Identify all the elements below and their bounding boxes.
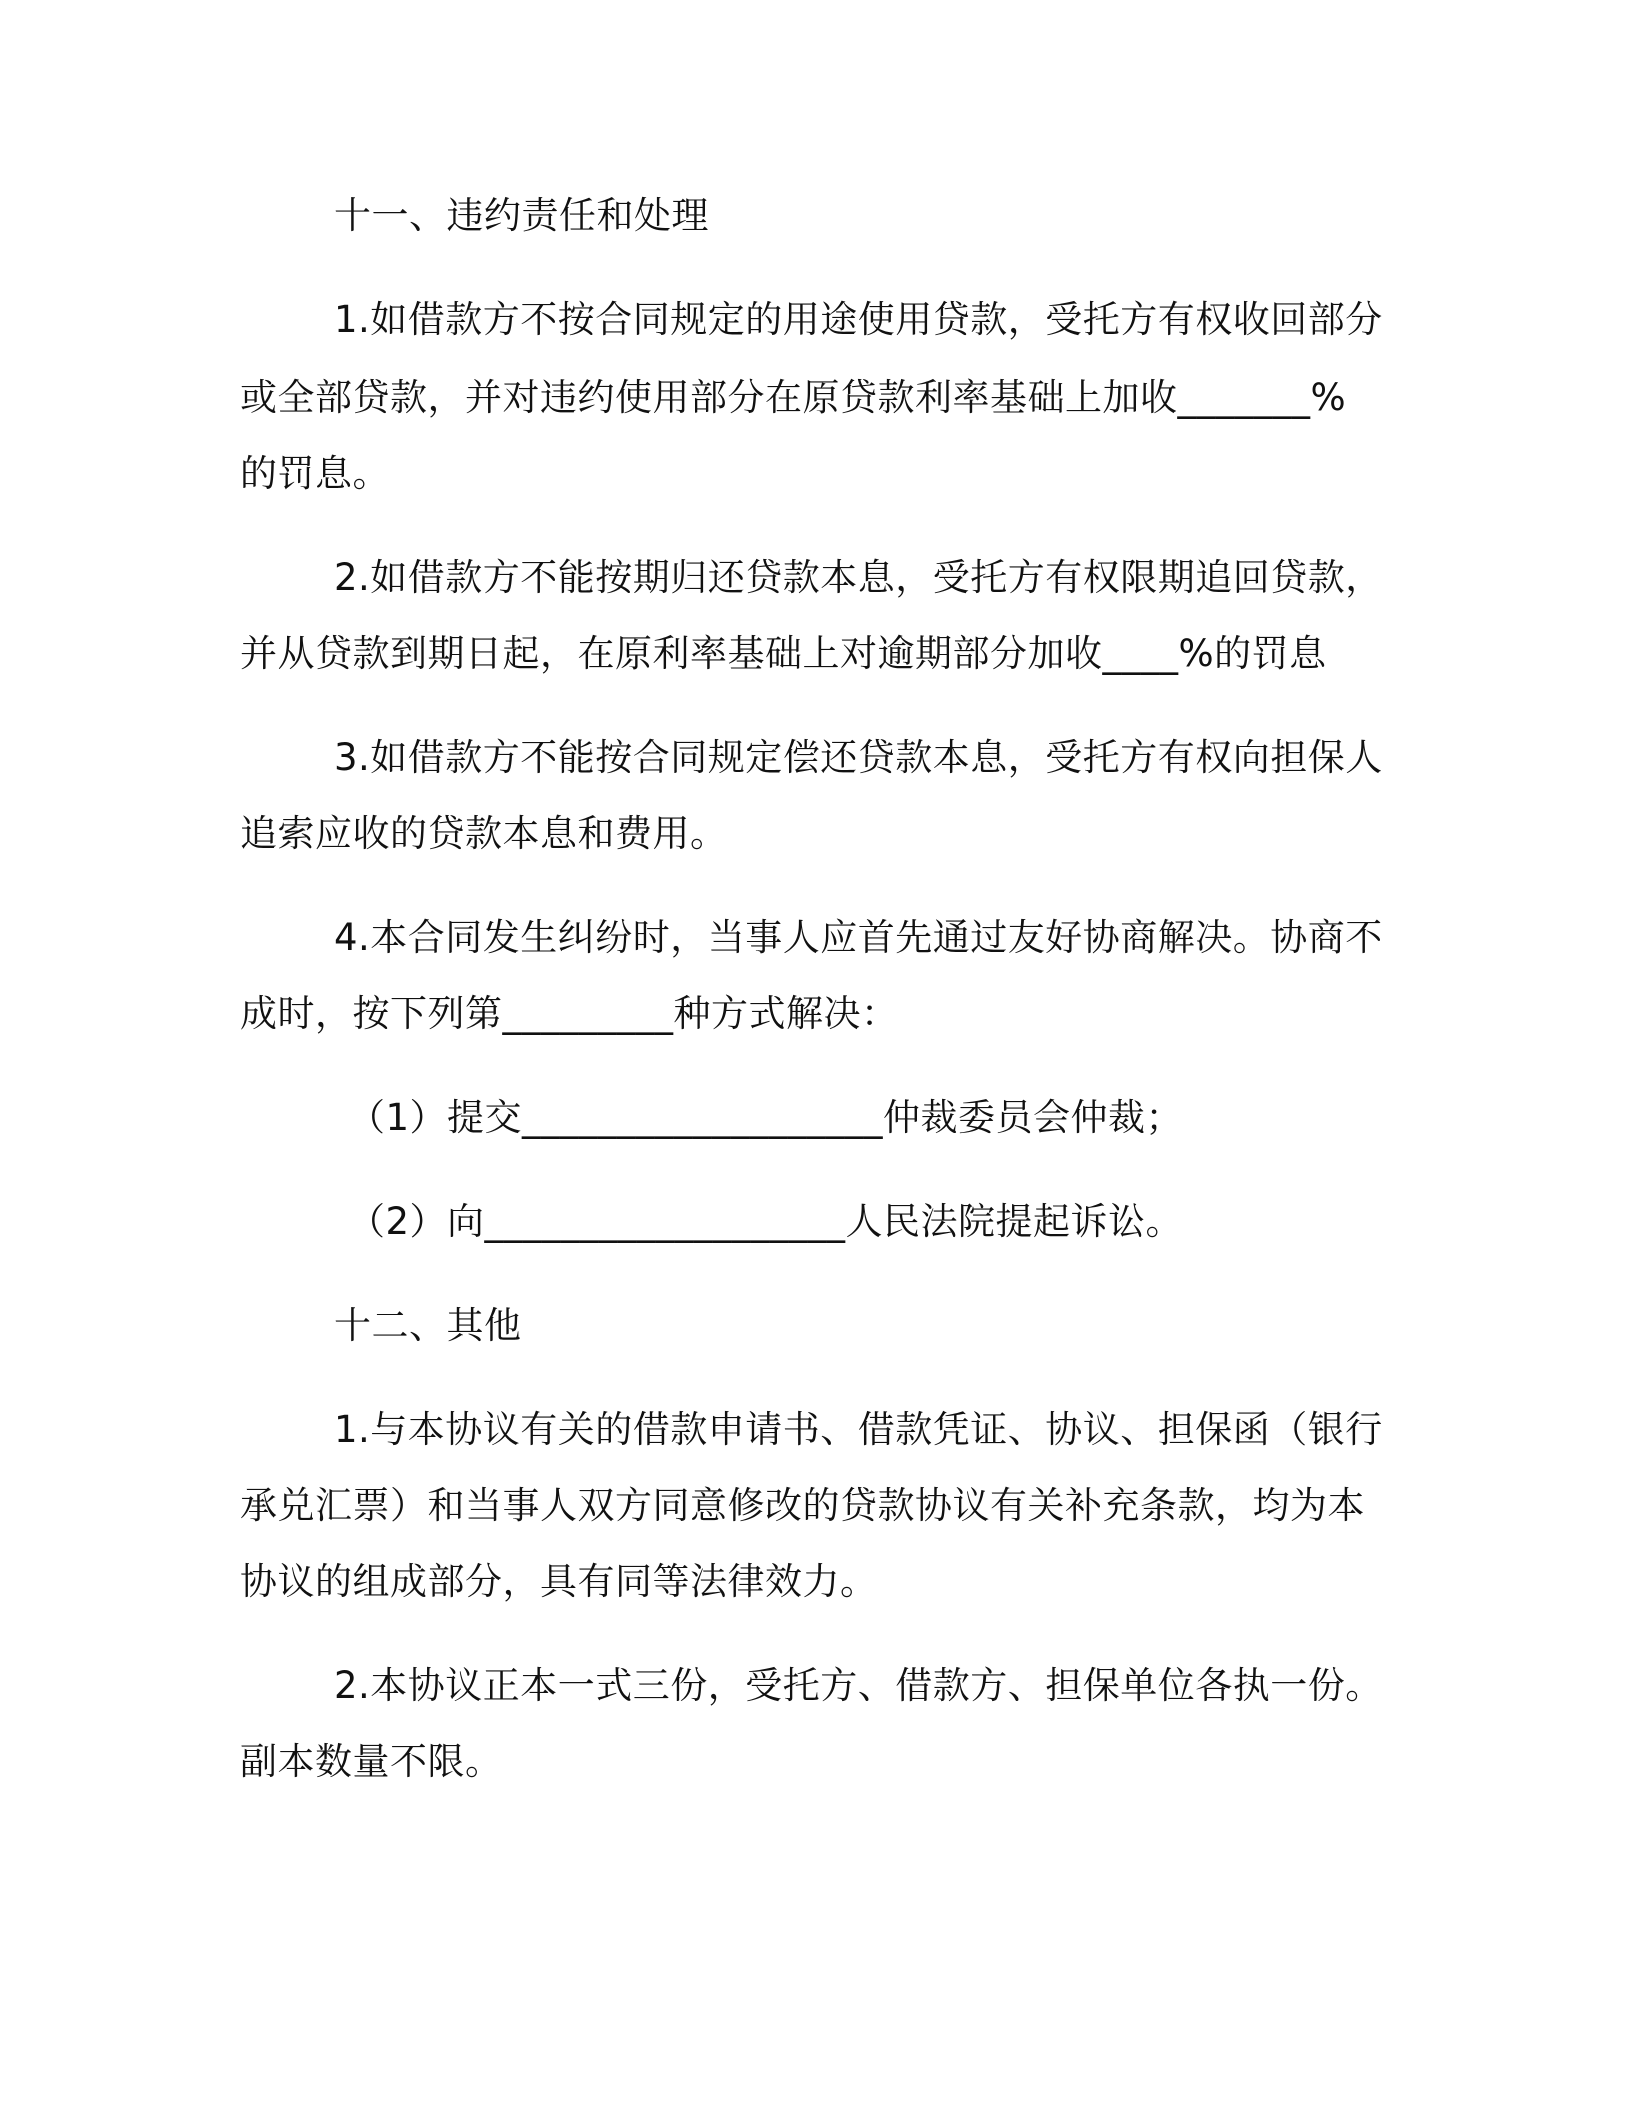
section-11-item-1-line-3: 的罚息。 [240, 452, 390, 495]
section-12-item-1-line-3: 协议的组成部分，具有同等法律效力。 [240, 1560, 878, 1603]
section-11-item-3-line-1: 3.如借款方不能按合同规定偿还贷款本息，受托方有权向担保人 [334, 736, 1383, 779]
section-11-item-4-option-1: （1）提交___________________仲裁委员会仲裁； [348, 1096, 1184, 1139]
section-11-heading: 十一、违约责任和处理 [334, 194, 709, 237]
section-11-item-4-line-2: 成时，按下列第_________种方式解决： [240, 992, 899, 1035]
section-11-item-2-line-2: 并从贷款到期日起，在原利率基础上对逾期部分加收____%的罚息 [240, 632, 1327, 675]
section-12-item-1-line-1: 1.与本协议有关的借款申请书、借款凭证、协议、担保函（银行 [334, 1408, 1383, 1451]
section-11-item-2-line-1: 2.如借款方不能按期归还贷款本息，受托方有权限期追回贷款， [334, 556, 1383, 599]
section-12-item-2-line-1: 2.本协议正本一式三份，受托方、借款方、担保单位各执一份。 [334, 1664, 1383, 1707]
section-11-item-4-line-1: 4.本合同发生纠纷时，当事人应首先通过友好协商解决。协商不 [334, 916, 1383, 959]
section-11-item-4-option-2: （2）向___________________人民法院提起诉讼。 [348, 1200, 1184, 1243]
section-12-heading: 十二、其他 [334, 1304, 522, 1347]
section-12-item-1-line-2: 承兑汇票）和当事人双方同意修改的贷款协议有关补充条款，均为本 [240, 1484, 1365, 1527]
section-12-item-2-line-2: 副本数量不限。 [240, 1740, 503, 1783]
section-11-item-1-line-1: 1.如借款方不按合同规定的用途使用贷款，受托方有权收回部分 [334, 298, 1383, 341]
section-11-item-3-line-2: 追索应收的贷款本息和费用。 [240, 812, 728, 855]
section-11-item-1-line-2: 或全部贷款，并对违约使用部分在原贷款利率基础上加收_______% [240, 376, 1347, 419]
